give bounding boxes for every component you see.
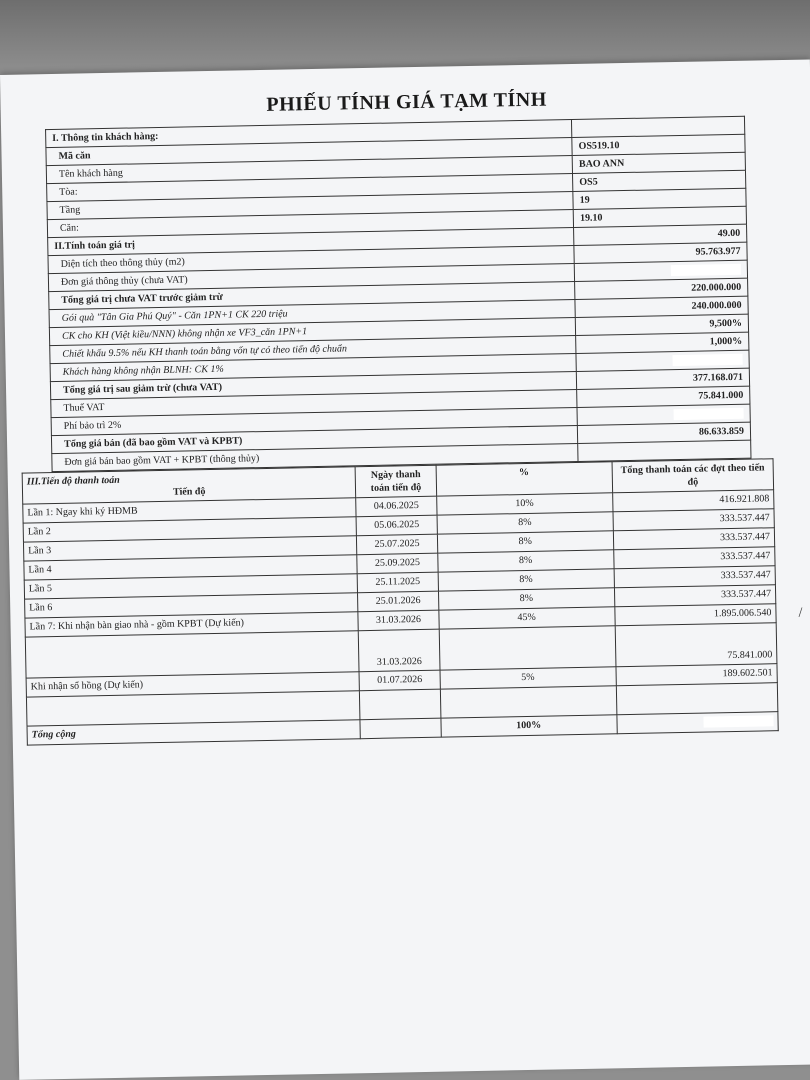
row-label: Thuế VAT [51,389,577,417]
row-value: BAO ANN [572,152,745,173]
row-label: Khách hàng không nhận BLNH: CK 1% [50,353,576,381]
row-stage: Lần 7: Khi nhận bàn giao nhà - gồm KPBT (Dự kiến) [25,612,359,637]
row-value: 9,500% [575,314,748,335]
row-amount: 333.537.447 [614,585,775,607]
row-value: OS5 [573,170,746,191]
row-label: Tổng giá trị sau giảm trừ (chưa VAT) [50,371,576,399]
row-amount: 333.537.447 [614,547,775,569]
row-value: 19.10 [573,206,746,227]
row-percent [439,626,616,670]
row-label: Tổng giá trị chưa VAT trước giảm trừ [49,282,575,310]
redacted-value [617,712,778,734]
row-label: Đơn giá bán bao gồm VAT + KPBT (thông thủy) [52,443,578,471]
empty-cell [360,718,440,739]
area-value: 49.00 [574,224,747,245]
row-label: Tầng [47,192,573,220]
info-pricing-table [45,116,751,472]
payment-schedule-table [22,458,779,745]
row-label: Gói quà "Tân Gia Phú Quý" - Căn 1PN+1 CK 220 triệu [49,300,575,328]
row-amount: 189.602.501 [616,664,777,686]
row-value: OS519.10 [572,134,745,155]
row-percent: 8% [437,512,614,534]
section-schedule-heading: III.Tiến độ thanh toán [26,474,120,488]
row-amount: 333.537.447 [613,528,774,550]
header-amount: Tổng thanh toán các đợt theo tiến độ [612,459,774,493]
redaction-mask [673,354,743,366]
row-label: Tòa: [47,174,573,202]
row-amount: 333.537.447 [613,509,774,531]
redaction-mask [674,408,744,420]
redaction-mask [671,264,741,276]
row-date: 05.06.2025 [356,515,436,536]
row-label: CK cho KH (Việt kiều/NNN) không nhận xe VF3_căn 1PN+1 [49,317,575,345]
handwritten-check-mark: / [798,605,803,621]
row-amount: 333.537.447 [614,566,775,588]
section-pricing-heading: II.Tính toán giá trị [48,228,574,256]
row-date: 01.07.2026 [359,670,439,691]
row-stage: Khi nhận sổ hồng (Dự kiến) [26,672,360,697]
document-title: PHIẾU TÍNH GIÁ TẠM TÍNH [266,88,548,116]
row-date: 25.07.2025 [357,534,437,555]
row-value: 95.763.977 [574,242,747,263]
row-percent: 8% [438,569,615,591]
row-date: 31.03.2026 [358,610,438,631]
row-amount: 75.841.000 [615,623,777,667]
row-percent: 10% [436,493,613,515]
empty-cell [440,686,617,718]
section-customer-heading: I. Thông tin khách hàng: [46,120,572,148]
row-label: Tên khách hàng [46,156,572,184]
sheet-content [14,78,786,745]
header-stage: Tiến độ [172,486,206,498]
empty-cell [360,689,441,720]
empty-cell [616,683,778,715]
row-date: 25.09.2025 [357,553,437,574]
row-amount: 1.895.006.540 [615,604,776,626]
row-value: 19 [573,188,746,209]
row-value: 377.168.071 [576,368,749,389]
total-label: Tổng cộng [27,720,361,745]
row-stage [25,631,359,678]
header-percent: % [436,462,613,496]
row-percent: 8% [437,550,614,572]
row-value: 86.633.859 [577,422,750,443]
row-label: Mã căn [46,138,572,166]
row-percent: 8% [437,531,614,553]
row-stage: Lần 3 [23,536,357,561]
header-date: Ngày thanh toán tiến độ [356,465,437,498]
row-value: 220.000.000 [575,278,748,299]
row-percent: 5% [440,667,617,689]
row-label: Tổng giá bán (đã bao gồm VAT và KPBT) [51,425,577,453]
row-percent: 45% [438,607,615,629]
row-stage: Lần 1: Ngay khi ký HĐMB [23,498,357,523]
row-date: 04.06.2025 [356,496,436,517]
row-stage: Lần 5 [24,574,358,599]
row-amount: 416.921.808 [612,490,773,512]
row-date: 25.11.2025 [358,572,438,593]
row-percent: 8% [438,588,615,610]
row-stage: Lần 4 [24,555,358,580]
document-page [0,59,810,1079]
row-label: Diện tích theo thông thủy (m2) [48,246,574,274]
row-stage: Lần 2 [23,517,357,542]
row-label: Phí bảo trì 2% [51,407,577,435]
row-value: 75.841.000 [577,386,750,407]
row-label: Chiết khấu 9.5% nếu KH thanh toán bằng vốn tự có theo tiến độ chuẩn [50,335,576,363]
row-date: 31.03.2026 [359,629,440,672]
redaction-mask [703,715,773,727]
row-value: 1,000% [576,332,749,353]
row-stage: Lần 6 [25,593,359,618]
total-percent: 100% [440,715,617,737]
row-date: 25.01.2026 [358,591,438,612]
row-label: Căn: [47,210,573,238]
row-label: Đơn giá thông thủy (chưa VAT) [48,264,574,292]
row-value: 240.000.000 [575,296,748,317]
